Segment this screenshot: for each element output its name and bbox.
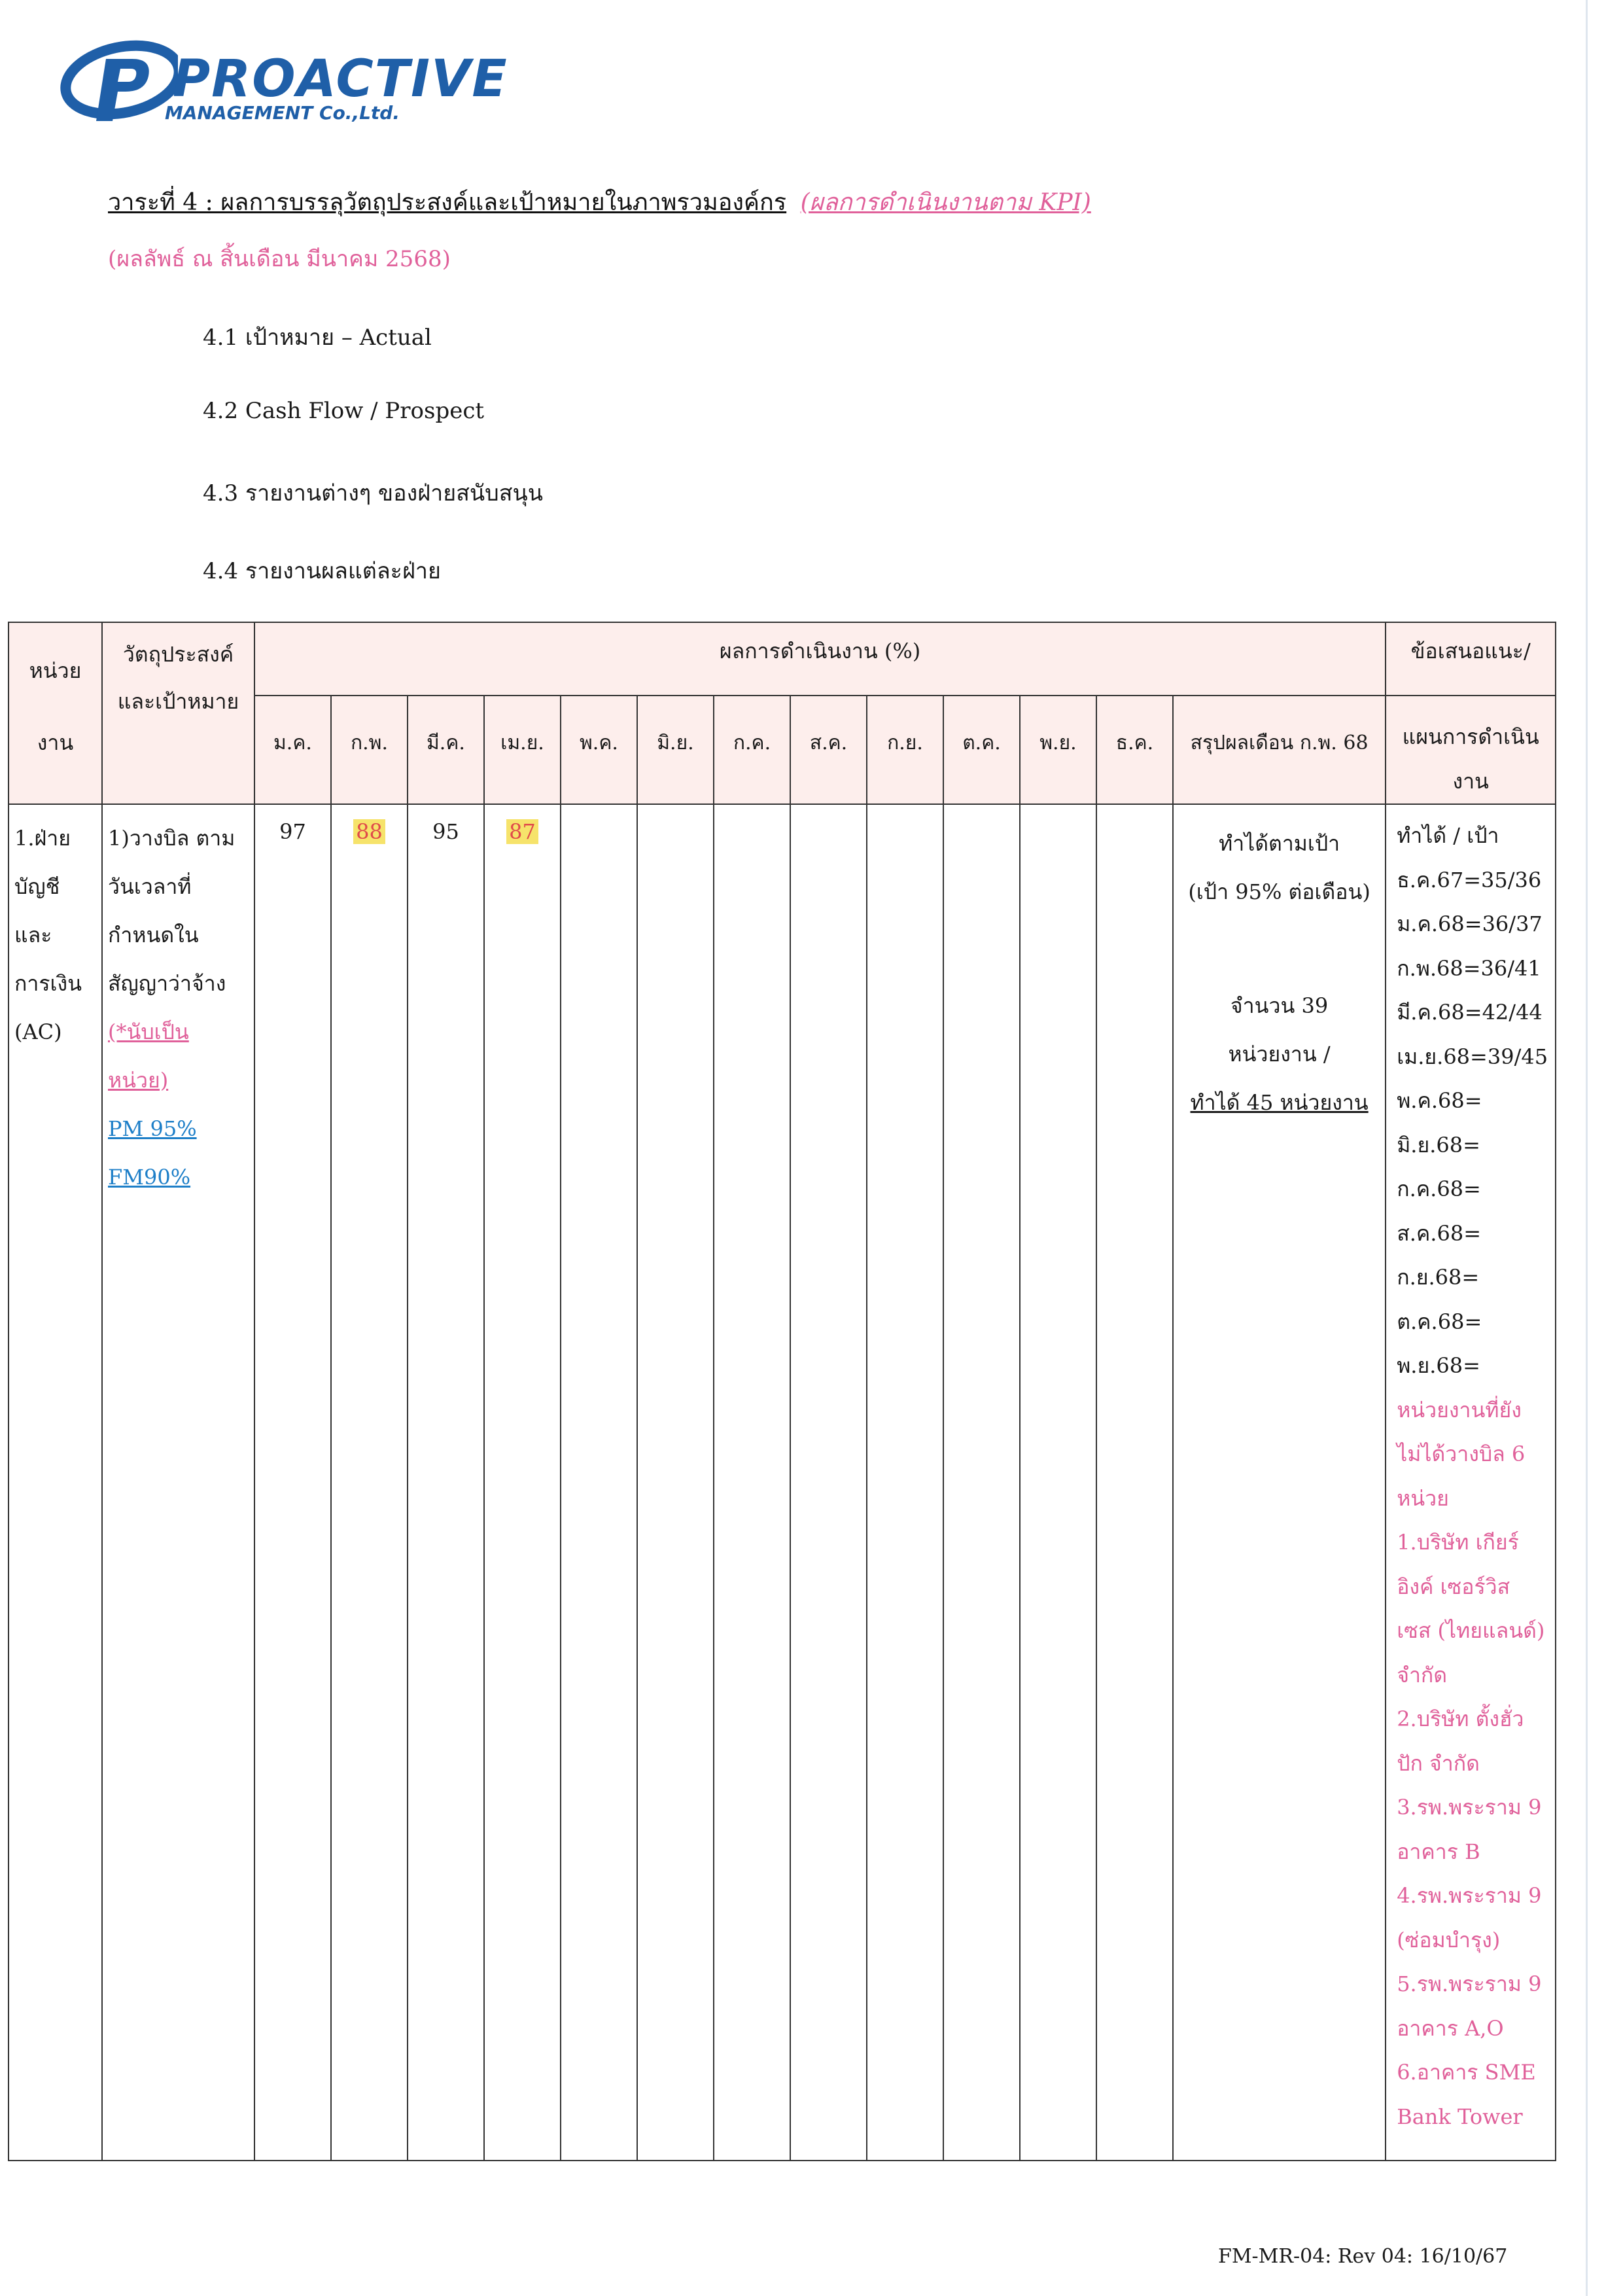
agenda-heading: [108, 183, 1091, 221]
plan-line: เม.ย.68=39/45: [1397, 1044, 1548, 1069]
plan-pending-line: 4.รพ.พระราม 9: [1397, 1883, 1542, 1908]
plan-pending-line: ปัก จำกัด: [1397, 1750, 1480, 1776]
plan-line: ก.พ.68=36/41: [1397, 955, 1541, 981]
plan-line: ธ.ค.67=35/36: [1397, 867, 1542, 892]
plan-line: มี.ค.68=42/44: [1397, 1000, 1543, 1025]
plan-pending-line: 5.รพ.พระราม 9: [1397, 1971, 1542, 1996]
plan-line: พ.ค.68=: [1397, 1088, 1482, 1113]
header-plan: แผนการดำเนิน งาน: [1386, 696, 1556, 804]
header-suggestion: ข้อเสนอแนะ/: [1386, 622, 1556, 696]
unit-line: 1.ฝ่าย: [14, 826, 71, 851]
objective-line: กำหนดใน: [108, 923, 199, 947]
header-month-apr: เม.ย.: [484, 696, 561, 804]
header-month-aug: ส.ค.: [790, 696, 867, 804]
unit-line: การเงิน: [14, 971, 82, 996]
header-performance: ผลการดำเนินงาน (%): [254, 622, 1386, 696]
objective-line: วันเวลาที่: [108, 874, 192, 899]
header-month-sep: ก.ย.: [867, 696, 943, 804]
unit-line: บัญชี: [14, 874, 60, 899]
value-jun: [637, 804, 714, 2161]
header-objective: [102, 622, 254, 804]
plan-line: พ.ย.68=: [1397, 1353, 1480, 1378]
header-month-jun: มิ.ย.: [637, 696, 714, 804]
summary-achieved: ทำได้ 45 หน่วยงาน: [1190, 1090, 1369, 1115]
header-unit: [9, 622, 102, 804]
value-apr-highlight: 87: [506, 819, 538, 844]
value-jan: [254, 804, 331, 2161]
plan-pending-units: [1397, 1388, 1548, 2140]
plan-pending-line: 3.รพ.พระราม 9: [1397, 1795, 1542, 1820]
header-objective-label: วัตถุประสงค์ และเป้าหมาย: [117, 642, 239, 714]
row-unit: [9, 804, 102, 2161]
plan-pending-line: Bank Tower: [1397, 2104, 1523, 2129]
row-summary: [1173, 804, 1386, 2161]
value-feb-highlight: 88: [353, 819, 385, 844]
plan-pending-line: จำกัด: [1397, 1662, 1448, 1687]
plan-pending-line: อาคาร A,O: [1397, 2015, 1504, 2041]
plan-pending-line: 2.บริษัท ตั้งฮั่ว: [1397, 1706, 1524, 1731]
header-month-jan: ม.ค.: [254, 696, 331, 804]
value-may: [561, 804, 637, 2161]
value-jan-text: 97: [279, 819, 306, 844]
kpi-table: [8, 622, 1556, 2161]
summary-target: (เป้า 95% ต่อเดือน): [1188, 879, 1370, 904]
summary-count-line1: จำนวน 39: [1230, 993, 1329, 1018]
header-month-feb: ก.พ.: [331, 696, 408, 804]
header-month-may: พ.ค.: [561, 696, 637, 804]
value-oct: [943, 804, 1020, 2161]
logo-mark-icon: [60, 33, 178, 131]
header-summary: สรุปผลเดือน ก.พ. 68: [1173, 696, 1386, 804]
plan-pending-line: เซส (ไทยแลนด์): [1397, 1618, 1545, 1643]
plan-pending-line: 1.บริษัท เกียร์: [1397, 1530, 1519, 1555]
value-feb: [331, 804, 408, 2161]
plan-line: มิ.ย.68=: [1397, 1132, 1480, 1157]
plan-pending-line: หน่วย: [1397, 1485, 1449, 1511]
company-logo: [60, 33, 508, 131]
document-footer-code: FM-MR-04: Rev 04: 16/10/67: [1218, 2245, 1508, 2268]
plan-line: ม.ค.68=36/37: [1397, 911, 1543, 936]
agenda-title: วาระที่ 4 : ผลการบรรลุวัตถุประสงค์และเป้าหมายในภาพรวมองค์กร: [108, 189, 787, 216]
objective-note-line: (*นับเป็น: [108, 1019, 189, 1044]
plan-pending-line: อิงค์ เซอร์วิส: [1397, 1574, 1510, 1599]
header-month-oct: ต.ค.: [943, 696, 1020, 804]
summary-status: ทำได้ตามเป้า: [1219, 831, 1340, 856]
logo-subtitle: MANAGEMENT Co.,Ltd.: [165, 102, 400, 124]
plan-line: ต.ค.68=: [1397, 1309, 1482, 1334]
value-aug: [790, 804, 867, 2161]
page-edge: [1586, 0, 1588, 2296]
header-month-jul: ก.ค.: [714, 696, 790, 804]
objective-line: 1)วางบิล ตาม: [108, 826, 236, 851]
logo-name: PROACTIVE: [173, 50, 508, 109]
value-jul: [714, 804, 790, 2161]
value-mar: [408, 804, 484, 2161]
agenda-subheading: (ผลลัพธ์ ณ สิ้นเดือน มีนาคม 2568): [108, 246, 451, 272]
value-mar-text: 95: [432, 819, 459, 844]
plan-pending-line: (ซ่อมบำรุง): [1397, 1927, 1501, 1952]
plan-lines: [1397, 814, 1548, 1388]
plan-line: ทำได้ / เป้า: [1397, 823, 1499, 848]
row-plan: [1386, 804, 1556, 2161]
plan-pending-line: ไม่ได้วางบิล 6: [1397, 1441, 1526, 1466]
value-sep: [867, 804, 943, 2161]
agenda-kpi-note: (ผลการดำเนินงานตาม KPI): [800, 189, 1091, 216]
agenda-item-4-1: 4.1 เป้าหมาย – Actual: [203, 325, 432, 351]
objective-note-line: หน่วย): [108, 1068, 169, 1093]
plan-pending-line: อาคาร B: [1397, 1839, 1480, 1864]
plan-pending-line: 6.อาคาร SME: [1397, 2060, 1536, 2085]
value-nov: [1020, 804, 1096, 2161]
unit-line: และ: [14, 923, 52, 947]
value-dec: [1096, 804, 1173, 2161]
header-month-nov: พ.ย.: [1020, 696, 1096, 804]
header-month-dec: ธ.ค.: [1096, 696, 1173, 804]
agenda-item-4-2: 4.2 Cash Flow / Prospect: [203, 398, 485, 424]
unit-line: (AC): [14, 1019, 62, 1044]
plan-pending-line: หน่วยงานที่ยัง: [1397, 1397, 1522, 1422]
header-unit-label: หน่วย งาน: [29, 658, 82, 755]
objective-line: สัญญาว่าจ้าง: [108, 971, 226, 996]
plan-line: ส.ค.68=: [1397, 1220, 1481, 1246]
value-apr: [484, 804, 561, 2161]
agenda-item-4-4: 4.4 รายงานผลแต่ละฝ่าย: [203, 558, 441, 584]
summary-count-line2: หน่วยงาน /: [1228, 1042, 1331, 1067]
objective-target-pm: PM 95%: [108, 1116, 197, 1141]
plan-line: ก.ค.68=: [1397, 1176, 1481, 1201]
plan-line: ก.ย.68=: [1397, 1265, 1480, 1290]
objective-target-fm: FM90%: [108, 1165, 191, 1190]
row-objective: [102, 804, 254, 2161]
agenda-item-4-3: 4.3 รายงานต่างๆ ของฝ่ายสนับสนุน: [203, 480, 543, 506]
header-month-mar: มี.ค.: [408, 696, 484, 804]
